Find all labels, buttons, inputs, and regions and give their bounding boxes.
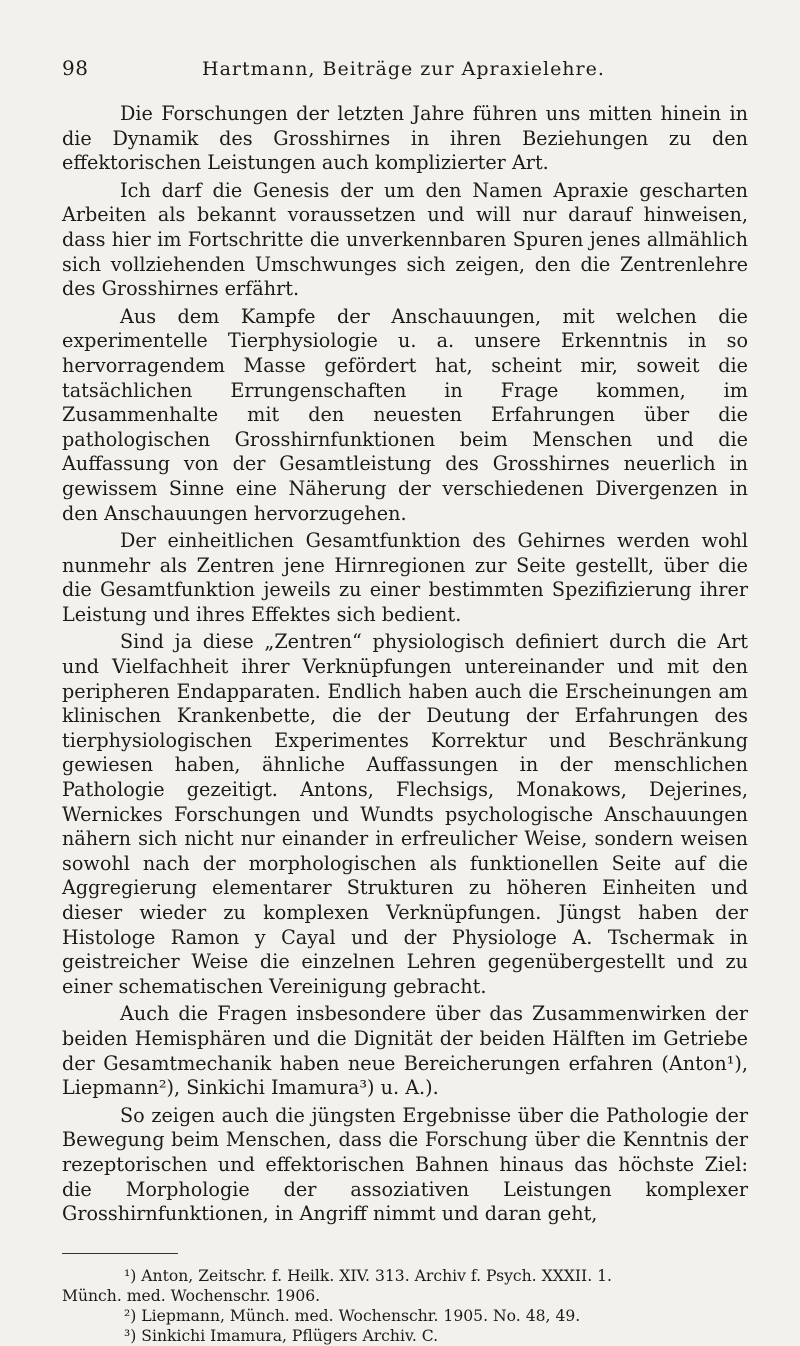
footnote: ³) Sinkichi Imamura, Pflügers Archiv. C. (124, 1326, 439, 1345)
footnotes (62, 1266, 748, 1346)
paragraph: Die Forschungen der letzten Jahre führen uns mitten hinein in die Dynamik des Grosshirnes in ihren Beziehungen zu den effektorischen Leistungen auch komplizierter Art. (62, 102, 748, 175)
footnote-continuation: Münch. med. Wochenschr. 1906. (62, 1286, 321, 1305)
paragraph: Ich darf die Genesis der um den Namen Apraxie gescharten Arbeiten als bekannt voraussetzen und will nur darauf hinweisen, dass hier im Fortschritte die unverkennbaren Spuren jenes allmählich sich vollziehenden Umschwunges sich zeigen, den die Zentrenlehre des Grosshirnes erfährt. (62, 178, 748, 301)
page-header (62, 56, 748, 86)
running-title: Hartmann, Beiträge zur Apraxielehre. (202, 58, 605, 80)
footnote-divider (62, 1253, 178, 1254)
page-number: 98 (62, 56, 89, 80)
body-text (62, 102, 748, 1227)
paragraph: Der einheitlichen Gesamtfunktion des Gehirnes werden wohl nunmehr als Zentren jene Hirnregionen zur Seite gestellt, über die die Gesamtfunktion jeweils zu einer bestimmten Spezifizierung ihrer Leistung und ihres Effektes sich bedient. (62, 529, 748, 626)
footnote: ¹) Anton, Zeitschr. f. Heilk. XIV. 313. Archiv f. Psych. XXXII. 1. (124, 1266, 613, 1285)
paragraph: So zeigen auch die jüngsten Ergebnisse über die Pathologie der Bewegung beim Menschen, dass die Forschung über die Kenntnis der rezeptorischen und effektorischen Bahnen hinaus das höchste Ziel: die Morphologie der assoziativen Leistungen komplexer Grosshirnfunktionen, in Angriff nimmt und daran geht, (62, 1103, 748, 1226)
paragraph: Auch die Fragen insbesondere über das Zusammenwirken der beiden Hemisphären und die Dignität der beiden Hälften im Getriebe der Gesamtmechanik haben neue Bereicherungen erfahren (Anton¹), Liepmann²), Sinkichi Imamura³) u. A.). (62, 1002, 748, 1100)
footnote: ²) Liepmann, Münch. med. Wochenschr. 1905. No. 48, 49. (124, 1306, 581, 1325)
paragraph: Aus dem Kampfe der Anschauungen, mit welchen die experimentelle Tierphysiologie u. a. unsere Erkenntnis in so hervorragendem Masse gefördert hat, scheint mir, soweit die tatsächlichen Errungenschaften in Frage kommen, im Zusammenhalte mit den neuesten Erfahrungen über die pathologischen Grosshirnfunktionen beim Menschen und die Auffassung von der Gesamtleistung des Grosshirnes neuerlich in gewissem Sinne eine Näherung der verschiedenen Divergenzen in den Anschauungen hervorzugehen. (62, 304, 748, 525)
paragraph: Sind ja diese „Zentren“ physiologisch definiert durch die Art und Vielfachheit ihrer Verknüpfungen untereinander und mit den peripheren Endapparaten. Endlich haben auch die Erscheinungen am klinischen Krankenbette, die der Deutung der Erfahrungen des tierphysiologischen Experimentes Korrektur und Beschränkung gewiesen haben, ähnliche Auffassungen in der menschlichen Pathologie gezeitigt. Antons, Flechsigs, Monakows, Dejerines, Wernickes Forschungen und Wundts psychologische Anschauungen nähern sich nicht nur einander in erfreulicher Weise, sondern weisen sowohl nach der morphologischen als funktionellen Seite auf die Aggregierung elementarer Strukturen zu höheren Einheiten und dieser wieder zu komplexen Verknüpfungen. Jüngst haben der Histologe Ramon y Cayal und der Physiologe A. Tschermak in geistreicher Weise die einzelnen Lehren gegenübergestellt und zu einer schematischen Vereinigung gebracht. (62, 630, 748, 998)
